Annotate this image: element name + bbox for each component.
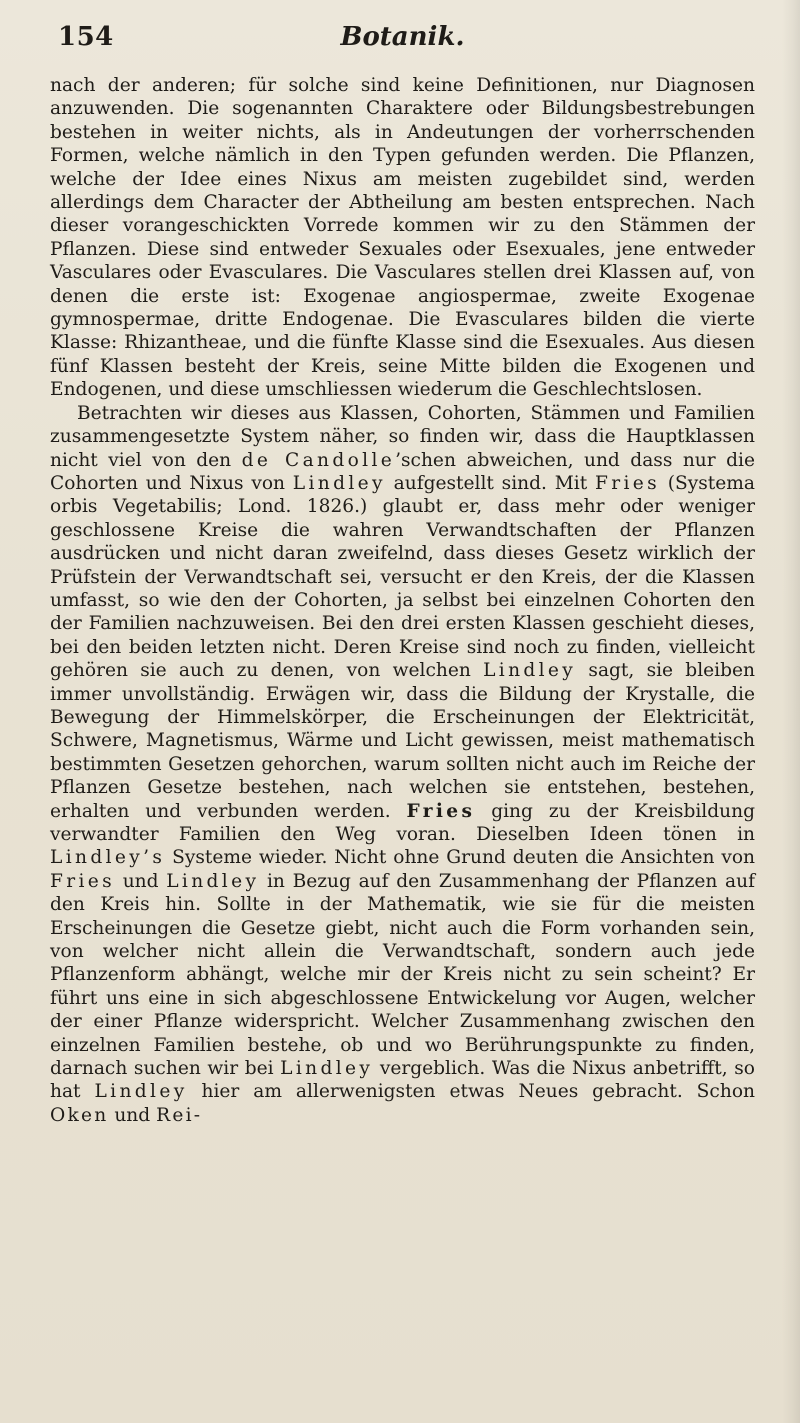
paragraph-2-text-3: aufgestellt sind. Mit [385, 472, 595, 494]
paragraph-2-text-1: Betrachten wir dieses aus Klassen, Cohorten, Stämmen und Familien zusammengesetzte System näher, so finden wir, dass die Hauptklassen nicht viel von den [50, 402, 755, 471]
author-name-lindley: Lindley [483, 660, 577, 682]
paragraph-2-text-10: vergeblich. Was die Nixus anbetrifft, so hat [50, 1058, 755, 1103]
running-head: Botanik. [340, 22, 465, 52]
paragraph-2-text-9: in Bezug auf den Zusammenhang der Pflanzen auf den Kreis hin. Sollte in der Mathematik, wie sie für die meisten Erscheinungen die Gesetze giebt, nicht auch die Form vorhanden sein, von welcher nicht allein die Verwandtschaft, sondern auch jede Pflanzenform abhängt, welche mir der Kreis nicht zu sein scheint? Er führt uns eine in sich abgeschlossene Entwickelung vor Augen, welcher der einer Pflanze widerspricht. Welcher Zusammenhang zwischen den einzelnen Familien bestehe, ob und wo Berührungspunkte zu finden, darnach suchen wir bei [50, 870, 755, 1080]
author-name-lindley: Lindley [94, 1081, 188, 1103]
author-name-lindley: Lindley [166, 870, 260, 892]
page-edge-shadow [782, 0, 800, 1423]
author-name-fries: Fries [406, 800, 476, 822]
paragraph-2-text-11: hier am allerwenigsten etwas Neues gebracht. Schon [187, 1081, 755, 1103]
paragraph-2-text-6: ging zu der Kreisbildung verwandter Familien den Weg voran. Dieselben Ideen tönen in [50, 800, 755, 845]
author-name-rei: Rei- [156, 1104, 203, 1126]
paragraph-2-text-7: Systeme wieder. Nicht ohne Grund deuten die Ansichten von [165, 847, 755, 869]
paragraph-2-text-8: und [115, 870, 167, 892]
paragraph-1 [50, 74, 755, 402]
author-name-lindley: Lindley [280, 1058, 374, 1080]
page-header [50, 18, 755, 52]
author-name-lindley: Lindley [292, 472, 386, 494]
paragraph-1-text: nach der anderen; für solche sind keine Definitionen, nur Diagnosen anzuwenden. Die sogenannten Charaktere oder Bildungsbestrebungen bestehen in weiter nichts, als in Andeutungen der vorherrschenden Formen, welche nämlich in den Typen gefunden werden. Die Pflanzen, welche der Idee eines Nixus am meisten zugebildet sind, werden allerdings dem Character der Abtheilung am besten entsprechen. Nach dieser vorangeschickten Vorrede kommen wir zu den Stämmen der Pflanzen. Diese sind entweder Sexuales oder Esexuales, jene entweder Vasculares oder Evasculares. Die Vasculares stellen drei Klassen auf, von denen die erste ist: Exogenae angiospermae, zweite Exogenae gymnospermae, dritte Endogenae. Die Evasculares bilden die vierte Klasse: Rhizantheae, und die fünfte Klasse sind die Esexuales. Aus diesen fünf Klassen besteht der Kreis, seine Mitte bilden die Exogenen und Endogenen, und diese umschliessen wiederum die Geschlechtslosen. [50, 75, 755, 401]
paragraph-2-text-12: und [108, 1104, 157, 1126]
author-name-candolle: de Candolle [241, 449, 396, 471]
author-name-fries: Fries [50, 870, 116, 892]
paragraph-2-text-5: sagt, sie bleiben immer unvollständig. Erwägen wir, dass die Bildung der Krystalle, die Bewegung der Himmelskörper, die Erscheinungen der Elektricität, Schwere, Magnetismus, Wärme und Licht gewissen, meist mathematisch bestimmten Gesetzen gehorchen, warum sollten nicht auch im Reiche der Pflanzen Gesetze bestehen, nach welchen sie entstehen, bestehen, erhalten und verbunden werden. [50, 660, 755, 822]
paragraph-2 [50, 402, 755, 1128]
author-name-fries: Fries [594, 472, 660, 494]
paragraph-2-text-4: (Systema orbis Vegetabilis; Lond. 1826.) glaubt er, dass mehr oder weniger geschlossene Kreise die wahren Verwandtschaften der Pflanzen ausdrücken und nicht daran zweifelnd, dass dieses Gesetz wirklich der Prüfstein der Verwandtschaft sei, versucht er den Kreis, der die Klassen umfasst, so wie den der Cohorten, ja selbst bei einzelnen Cohorten den der Familien nachzuweisen. Bei den drei ersten Klassen geschieht dieses, bei den beiden letzten nicht. Deren Kreise sind noch zu finden, vielleicht gehören sie auch zu denen, von welchen [50, 472, 755, 682]
paragraph-2-text-2: ’schen abweichen, und dass nur die Cohorten und Nixus von [50, 449, 755, 494]
body-text [50, 74, 755, 1127]
author-name-lindley: Lindley’s [50, 847, 166, 869]
author-name-oken: Oken [50, 1104, 109, 1126]
page-number: 154 [58, 22, 114, 52]
